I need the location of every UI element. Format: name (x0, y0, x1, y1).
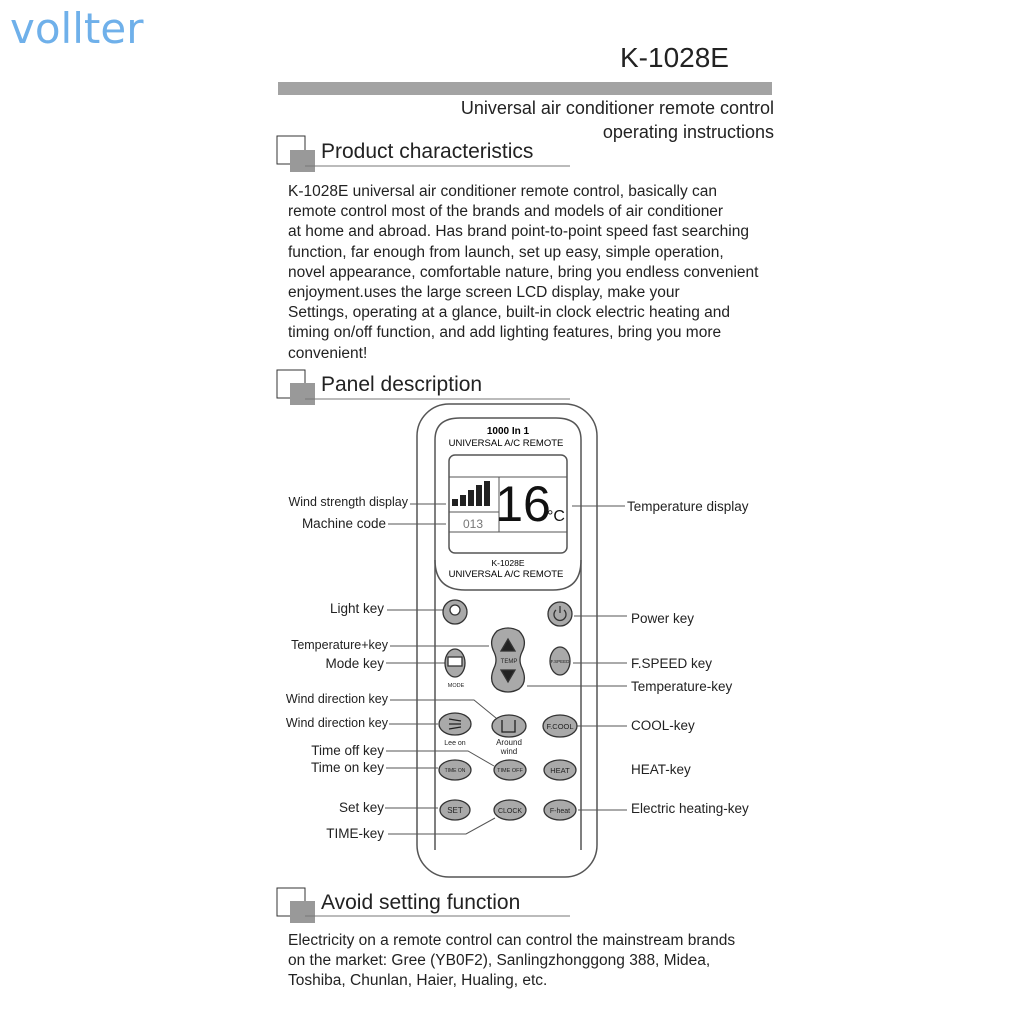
time-on-key[interactable] (439, 760, 471, 780)
temperature-readout: 16 (495, 476, 551, 532)
label-wind-strength: Wind strength display (288, 495, 408, 509)
fcool-label: F.COOL (546, 722, 574, 731)
time-on-label: TIME ON (444, 768, 466, 774)
machine-code-readout: 013 (462, 517, 484, 531)
label-power-key: Power key (631, 611, 695, 626)
avoid-description (288, 931, 788, 992)
text-line: at home and abroad. Has brand point-to-point speed fast searching (288, 223, 749, 241)
text-line: Settings, operating at a glance, built-in clock electric heating and (288, 304, 731, 322)
fcool-key[interactable] (543, 715, 577, 737)
temp-label: TEMP (500, 659, 518, 665)
text-line: K-1028E universal air conditioner remote control, basically can (288, 183, 718, 200)
around-wind-key[interactable] (492, 715, 526, 737)
text-line: remote control most of the brands and models of air conditioner (288, 203, 724, 221)
fheat-key[interactable] (544, 800, 576, 820)
lee-on-label: Lee on (444, 740, 466, 747)
around-label-1: Around (496, 738, 522, 747)
text-line: function, far enough from launch, set up easy, simple operation, (288, 243, 724, 261)
watermark: vollter (10, 4, 144, 53)
time-off-key[interactable] (494, 760, 526, 780)
remote-top-line1: 1000 In 1 (486, 426, 530, 437)
section-title-panel: Panel description (321, 373, 483, 396)
set-key[interactable] (440, 800, 470, 820)
label-temp-plus: Temperature+key (291, 638, 388, 652)
text-line: timing on/off function, and add lighting features, bring you more (288, 324, 722, 342)
product-description (288, 182, 788, 364)
label-cool-key: COOL-key (631, 718, 695, 733)
model-title: K-1028E (620, 42, 729, 73)
label-time-on: Time on key (310, 760, 384, 775)
temperature-unit: °C (547, 508, 565, 525)
label-light-key: Light key (329, 601, 384, 616)
mode-label: MODE (447, 683, 465, 689)
label-set-key: Set key (338, 800, 384, 815)
label-temperature-display: Temperature display (627, 499, 749, 514)
subtitle-line2: operating instructions (602, 122, 774, 142)
text-line: on the market: Gree (YB0F2), Sanlingzhonggong 388, Midea, (288, 952, 711, 970)
heat-key[interactable] (544, 760, 576, 780)
text-line: Toshiba, Chunlan, Haier, Hualing, etc. (288, 972, 548, 990)
label-wind-direction-2: Wind direction key (285, 716, 388, 730)
label-temp-minus: Temperature-key (631, 679, 733, 694)
heat-label: HEAT (550, 766, 570, 775)
mode-key[interactable] (445, 649, 465, 677)
text-line: enjoyment.uses the large screen LCD display, make your (288, 284, 680, 302)
text-line: convenient! (288, 344, 368, 362)
section-title-avoid: Avoid setting function (321, 891, 521, 914)
text-line: novel appearance, comfortable nature, bring you endless convenient (288, 263, 759, 281)
power-key[interactable] (548, 602, 572, 626)
label-fspeed-key: F.SPEED key (631, 656, 713, 671)
temperature-keys[interactable] (492, 628, 525, 692)
label-heat-key: HEAT-key (631, 762, 691, 777)
label-electric-heating: Electric heating-key (631, 801, 749, 816)
time-off-label: TIME OFF (497, 768, 523, 774)
set-label: SET (447, 806, 463, 815)
label-wind-direction-1: Wind direction key (285, 692, 388, 706)
label-time-key: TIME-key (326, 826, 384, 841)
label-machine-code: Machine code (301, 516, 386, 531)
bulb-icon (450, 605, 460, 615)
remote-bottom-line2: UNIVERSAL A/C REMOTE (448, 569, 564, 580)
fheat-label: F-heat (549, 808, 571, 815)
subtitle-line1: Universal air conditioner remote control (460, 98, 774, 118)
lee-on-key[interactable] (439, 713, 471, 735)
mode-icon (448, 657, 462, 666)
around-label-2: wind (500, 747, 518, 756)
section-title-product: Product characteristics (321, 140, 534, 163)
light-key[interactable] (443, 600, 467, 624)
fspeed-label: F.SPEED (550, 659, 570, 664)
label-time-off: Time off key (311, 743, 384, 758)
text-line: Electricity on a remote control can control the mainstream brands (288, 932, 736, 949)
remote-bottom-line1: K-1028E (491, 558, 525, 568)
wind-strength-bars (452, 481, 490, 506)
fspeed-key[interactable] (550, 647, 570, 675)
clock-label: CLOCK (497, 808, 523, 815)
label-mode-key: Mode key (325, 656, 384, 671)
clock-key[interactable] (494, 800, 526, 820)
remote-top-line2: UNIVERSAL A/C REMOTE (448, 438, 564, 449)
